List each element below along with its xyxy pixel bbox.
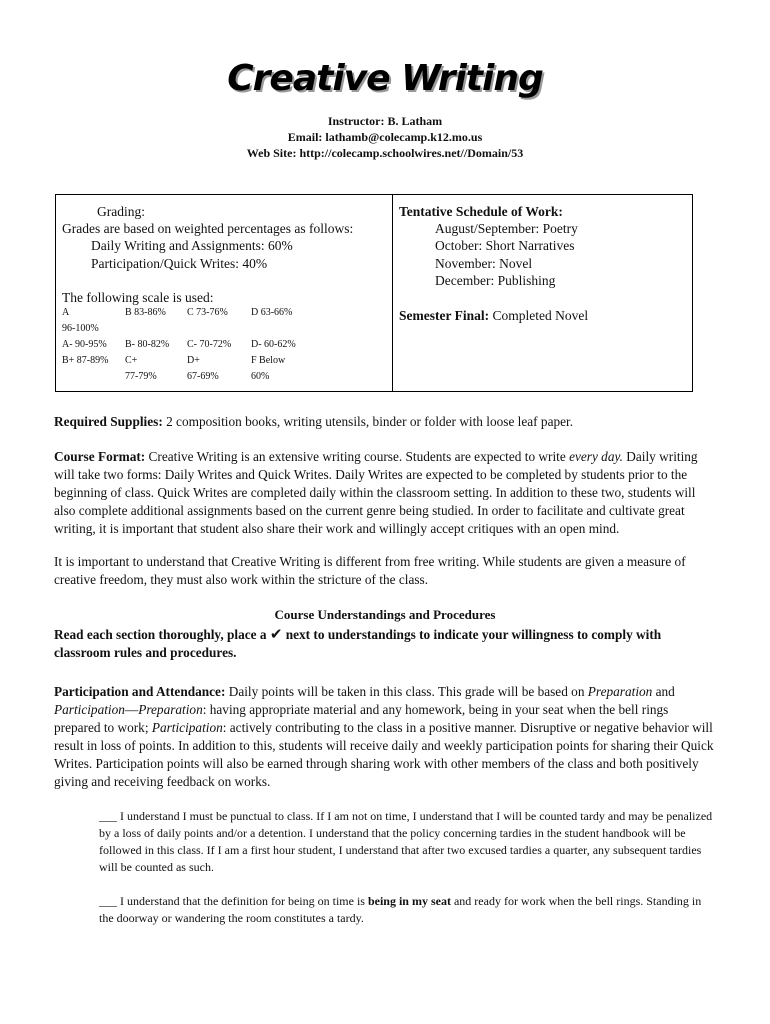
scale-entry: 77-79%	[125, 371, 157, 382]
course-format	[54, 448, 718, 538]
statement-text: and ready for work when the bell rings. Standing in the doorway or wandering the room constitutes a tardy.	[99, 894, 702, 925]
format-text: Creative Writing is an extensive writing course. Students are expected to write	[145, 449, 570, 464]
semester-final-label: Semester Final:	[399, 308, 490, 323]
scale-entry: 67-69%	[187, 371, 219, 382]
scale-entry	[251, 321, 296, 337]
scale-entry	[125, 321, 169, 337]
format-label: Course Format:	[54, 449, 146, 464]
scale-entry: B- 80-82%	[125, 339, 170, 350]
scale-entry: 60%	[251, 371, 270, 382]
statement-on-time	[99, 893, 713, 927]
understandings-heading: Course Understandings and Procedures	[274, 607, 496, 622]
scale-entry: C 73-76%	[187, 307, 228, 318]
scale-entry: B 83-86%	[125, 307, 166, 318]
website-line: Web Site: http://colecamp.schoolwires.net//Domain/53	[246, 146, 524, 160]
instruction-text: next to understandings to indicate your willingness to comply with classroom rules and procedures.	[54, 627, 662, 660]
instructor-line: Instructor: B. Latham	[327, 114, 443, 128]
scale-column-3	[187, 305, 231, 385]
scale-label: The following scale is used:	[62, 290, 214, 305]
grading-intro: Grades are based on weighted percentages as follows:	[62, 221, 354, 236]
participation-text: : having appropriate material and any homework, being in your seat when the bell rings prepared to work;	[54, 702, 669, 735]
scale-entry: 96-100%	[62, 323, 99, 334]
required-supplies	[54, 413, 718, 431]
scale-entry: D+	[187, 355, 200, 366]
schedule-heading: Tentative Schedule of Work:	[399, 204, 563, 219]
scale-entry: D 63-66%	[251, 307, 293, 318]
understandings-instruction	[54, 625, 714, 662]
difference-paragraph: It is important to understand that Creative Writing is different from free writing. While students are given a measure of creative freedom, they must also work within the stricture of the class.	[54, 554, 686, 587]
statement-punctual: ___ I understand I must be punctual to class. If I am not on time, I understand that I will be counted tardy and may be penalized by a loss of daily points and/or a detention. I understand that the policy concerning tardies in the student handbook will be followed in this class. If I am a first hour student, I understand that after two excused tardies a quarter, any subsequent tardies will be counted as such.	[99, 809, 713, 874]
participation-text: —	[124, 702, 139, 717]
participation-text: : actively contributing to the class in a positive manner. Disruptive or negative behavior will result in loss of points. In addition to this, students will receive daily and weekly participation points for sharing their Quick Writes. Participation points will also be earned through sharing work with other members of the class and both positively giving and receiving feedback on works.	[54, 720, 714, 789]
email-line: Email: lathamb@colecamp.k12.mo.us	[287, 130, 483, 144]
participation-label: Participation and Attendance:	[54, 684, 226, 699]
grading-item-participation: Participation/Quick Writes: 40%	[91, 256, 268, 271]
schedule-item-nov: November: Novel	[435, 256, 533, 271]
participation-text: Daily points will be taken in this class. This grade will be based on	[225, 684, 588, 699]
supplies-label: Required Supplies:	[54, 414, 163, 429]
supplies-text: 2 composition books, writing utensils, binder or folder with loose leaf paper.	[162, 414, 574, 429]
schedule-item-oct: October: Short Narratives	[435, 238, 575, 253]
scale-entry: A	[62, 307, 70, 318]
grading-schedule-box	[55, 194, 693, 392]
scale-entry	[187, 321, 231, 337]
format-emphasis: every day.	[569, 449, 623, 464]
instruction-text: Read each section thoroughly, place a	[54, 627, 270, 642]
format-text: Daily writing will take two forms: Daily Writes and Quick Writes. Daily Writes are expected to be completed by students prior to the beginning of class. Quick Writes are completed daily within the classroom setting. In addition to these two, students will also complete additional assignments based on the current genre being studied. In order to facilitate and cultivate great writing, it is important that student also share their work and willingly accept critiques with an open mind.	[54, 449, 698, 536]
participation-attendance	[54, 683, 718, 791]
participation-emphasis: Participation	[151, 720, 223, 735]
semester-final-value: Completed Novel	[489, 308, 589, 323]
grading-heading: Grading:	[97, 204, 145, 219]
semester-final	[399, 308, 588, 324]
scale-entry: C+	[125, 355, 138, 366]
checkmark-icon: ✔	[269, 625, 283, 643]
participation-emphasis: Participation	[54, 702, 125, 717]
scale-column-2	[125, 305, 169, 385]
schedule-item-dec: December: Publishing	[435, 273, 556, 288]
participation-text: and	[652, 684, 675, 699]
scale-column-4	[251, 305, 296, 385]
scale-entry: B+ 87-89%	[62, 355, 109, 366]
scale-entry: F Below	[251, 355, 286, 366]
grading-item-daily: Daily Writing and Assignments: 60%	[91, 238, 293, 253]
scale-entry: C- 70-72%	[187, 339, 232, 350]
page-title: Creative Writing	[227, 58, 543, 99]
statement-emphasis: being in my seat	[367, 894, 451, 908]
scale-column-1	[62, 305, 108, 369]
participation-emphasis: Preparation	[138, 702, 203, 717]
statement-text: ___ I understand that the definition for being on time is	[99, 894, 368, 908]
schedule-item-aug-sep: August/September: Poetry	[435, 221, 578, 236]
participation-emphasis: Preparation	[587, 684, 653, 699]
scale-entry: D- 60-62%	[251, 339, 296, 350]
box-divider	[392, 195, 393, 391]
scale-entry: A- 90-95%	[62, 339, 107, 350]
